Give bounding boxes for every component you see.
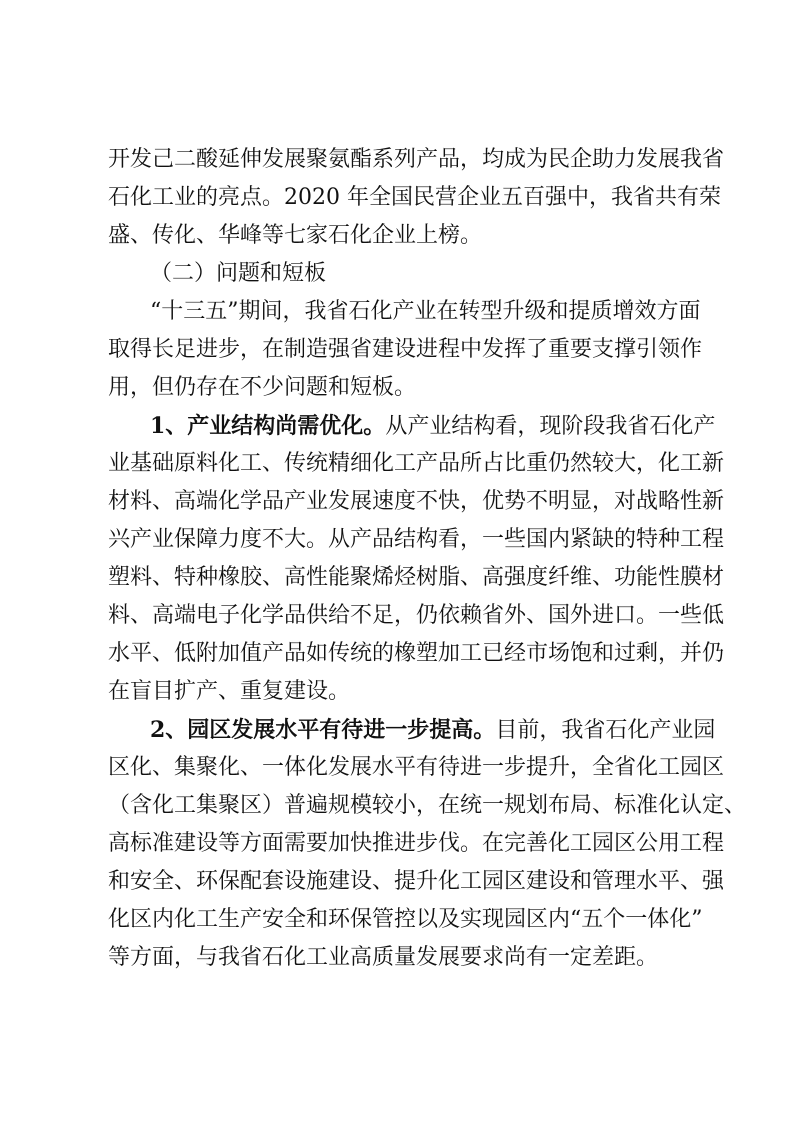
body-text-line: （含化工集聚区）普遍规模较小，在统一规划布局、标准化认定、 bbox=[108, 793, 747, 818]
body-text-line: 和安全、环保配套设施建设、提升化工园区建设和管理水平、强 bbox=[108, 869, 725, 894]
body-text-line: 开发己二酸延伸发展聚氨酯系列产品，均成为民企助力发展我省 bbox=[108, 147, 725, 172]
paragraph-heading: 1、产业结构尚需优化。 bbox=[150, 413, 386, 439]
body-text-line: 材料、高端化学品产业发展速度不快，优势不明显，对战略性新 bbox=[108, 489, 725, 514]
body-text-line: 塑料、特种橡胶、高性能聚烯烃树脂、高强度纤维、功能性膜材 bbox=[108, 565, 725, 590]
body-text-line: 兴产业保障力度不大。从产品结构看，一些国内紧缺的特种工程 bbox=[108, 527, 725, 552]
body-text-run: 目前，我省石化产业园 bbox=[495, 718, 716, 743]
body-text-run: 从产业结构看，现阶段我省石化产 bbox=[385, 414, 716, 439]
body-text-line: 化区内化工生产安全和环保管控以及实现园区内“五个一体化” bbox=[108, 907, 703, 932]
body-text-line: 用，但仍存在不少问题和短板。 bbox=[108, 375, 417, 400]
body-text-line: 石化工业的亮点。2020 年全国民营企业五百强中，我省共有荣 bbox=[108, 185, 721, 210]
paragraph-heading: 2、园区发展水平有待进一步提高。 bbox=[150, 717, 496, 743]
body-text-line: “十三五”期间，我省石化产业在转型升级和提质增效方面 bbox=[150, 299, 701, 324]
body-text-line: 区化、集聚化、一体化发展水平有待进一步提升，全省化工园区 bbox=[108, 755, 725, 780]
section-heading: （二）问题和短板 bbox=[150, 261, 327, 286]
body-text-line: 在盲目扩产、重复建设。 bbox=[108, 679, 351, 704]
paragraph-first-line bbox=[150, 713, 716, 748]
body-text-line: 等方面，与我省石化工业高质量发展要求尚有一定差距。 bbox=[108, 945, 659, 970]
body-text-line: 盛、传化、华峰等七家石化企业上榜。 bbox=[108, 223, 483, 248]
body-text-line: 水平、低附加值产品如传统的橡塑加工已经市场饱和过剩，并仍 bbox=[108, 641, 725, 666]
body-text-line: 高标准建设等方面需要加快推进步伐。在完善化工园区公用工程 bbox=[108, 831, 725, 856]
body-text-line: 取得长足进步，在制造强省建设进程中发挥了重要支撑引领作 bbox=[108, 337, 703, 362]
paragraph-first-line bbox=[150, 409, 716, 444]
body-text-line: 业基础原料化工、传统精细化工产品所占比重仍然较大，化工新 bbox=[108, 451, 725, 476]
body-text-line: 料、高端电子化学品供给不足，仍依赖省外、国外进口。一些低 bbox=[108, 603, 725, 628]
